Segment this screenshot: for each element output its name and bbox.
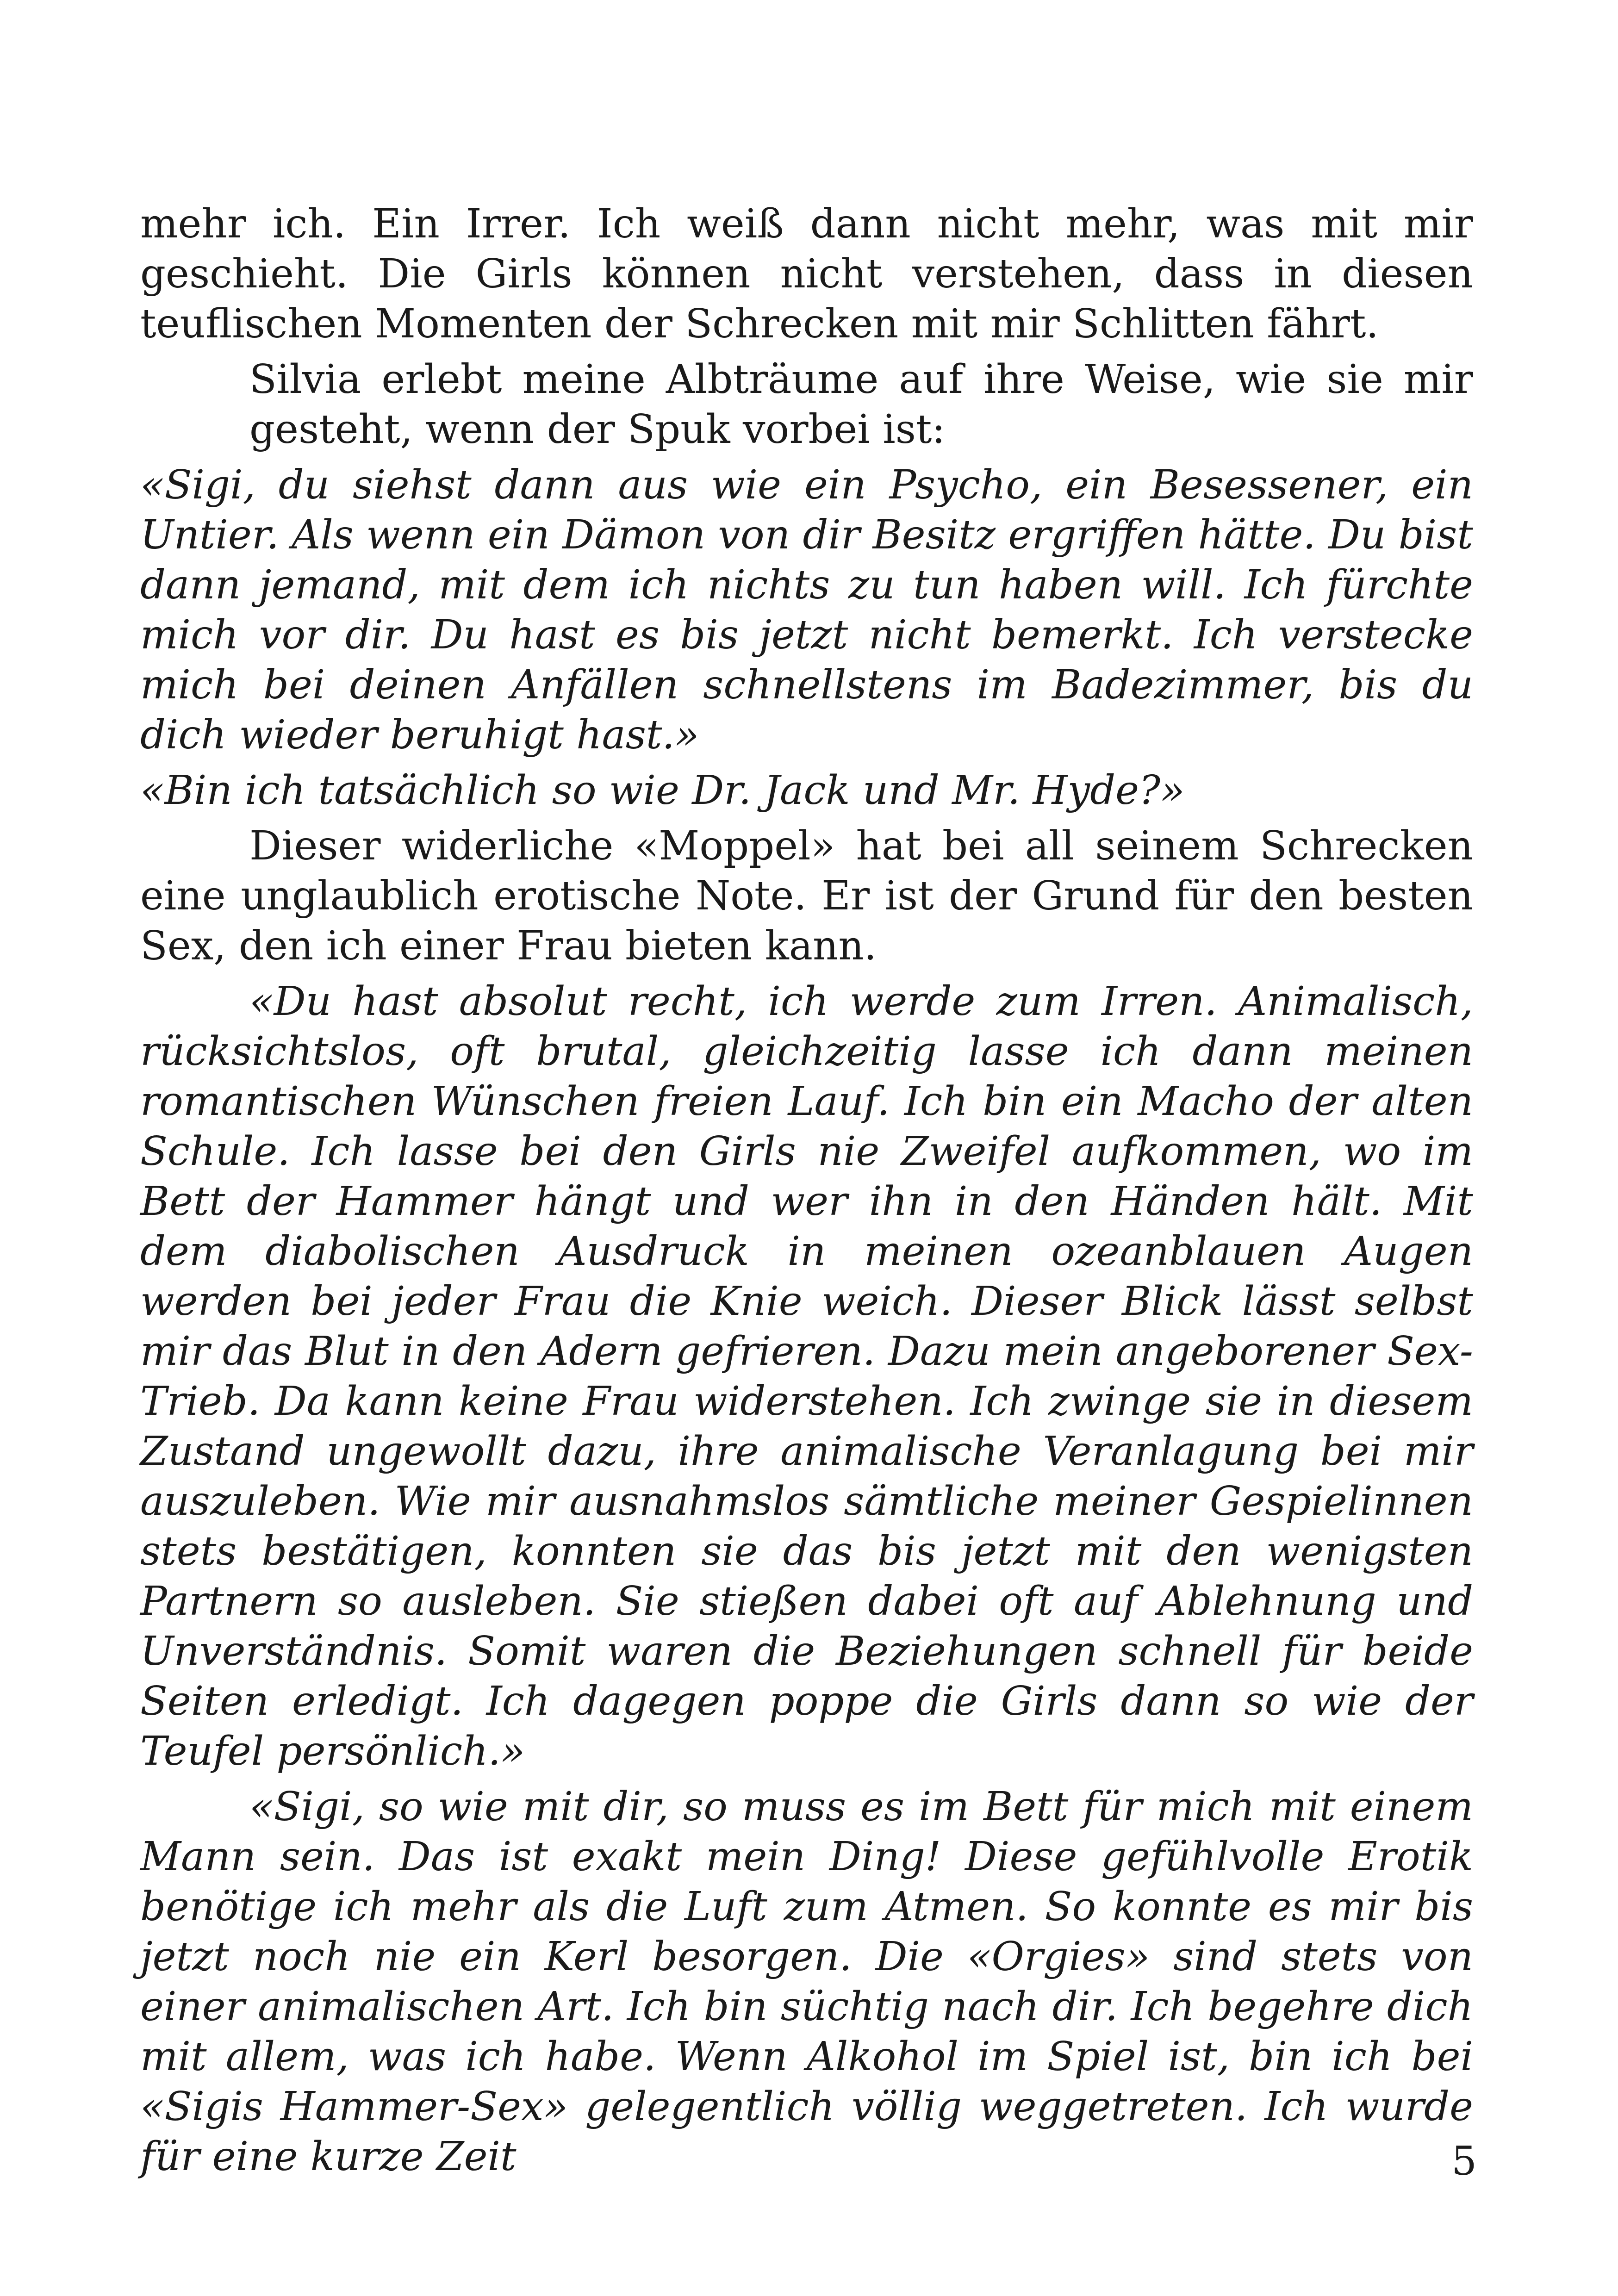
page-body bbox=[140, 199, 1473, 2182]
page-number: 5 bbox=[1451, 2138, 1477, 2184]
paragraph: Dieser widerliche «Moppel» hat bei all seinem Schrecken eine unglaublich erotische Note. Er ist der Grund für den besten Sex, den ich einer Frau bieten kann. bbox=[140, 823, 1473, 969]
paragraph: mehr ich. Ein Irrer. Ich weiß dann nicht mehr, was mit mir geschieht. Die Girls können nicht verstehen, dass in diesen teuflischen Momenten der Schrecken mit mir Schlitten fährt. bbox=[140, 201, 1473, 347]
quote-paragraph: «Sigi, du siehst dann aus wie ein Psycho, ein Besessener, ein Untier. Als wenn ein Dämon von dir Besitz ergriffen hätte. Du bist dann jemand, mit dem ich nichts zu tun haben will. Ich fürchte mich vor dir. Du hast es bis jetzt nicht bemerkt. Ich verstecke mich bei deinen Anfällen schnellstens im Badezimmer, bis du dich wieder beruhigt hast.» bbox=[140, 462, 1473, 758]
quote-paragraph: «Sigi, so wie mit dir, so muss es im Bett für mich mit einem Mann sein. Das ist exakt mein Ding! Diese gefühlvolle Erotik benötige ich mehr als die Luft zum Atmen. So konnte es mir bis jetzt noch nie ein Kerl besorgen. Die «Orgies» sind stets von einer animalischen Art. Ich bin süchtig nach dir. Ich begehre dich mit allem, was ich habe. Wenn Alkohol im Spiel ist, bin ich bei «Sigis Hammer-Sex» gelegentlich völlig weggetreten. Ich wurde für eine kurze Zeit bbox=[140, 1784, 1473, 2180]
quote-paragraph: «Du hast absolut recht, ich werde zum Irren. Animalisch, rücksichtslos, oft brutal, gleichzeitig lasse ich dann meinen romantischen Wünschen freien Lauf. Ich bin ein Macho der alten Schule. Ich lasse bei den Girls nie Zweifel aufkommen, wo im Bett der Hammer hängt und wer ihn in den Händen hält. Mit dem diabolischen Ausdruck in meinen ozeanblauen Augen werden bei jeder Frau die Knie weich. Dieser Blick lässt selbst mir das Blut in den Adern gefrieren. Dazu mein angeborener Sex-Trieb. Da kann keine Frau widerstehen. Ich zwinge sie in diesem Zustand ungewollt dazu, ihre animalische Veranlagung bei mir auszuleben. Wie mir ausnahmslos sämtliche meiner Gespielinnen stets bestätigen, konnten sie das bis jetzt mit den wenigsten Partnern so ausleben. Sie stießen dabei oft auf Ablehnung und Unverständnis. Somit waren die Beziehungen schnell für beide Seiten erledigt. Ich dagegen poppe die Girls dann so wie der Teufel persönlich.» bbox=[140, 978, 1473, 1774]
quote-paragraph: «Bin ich tatsächlich so wie Dr. Jack und Mr. Hyde?» bbox=[140, 767, 1185, 814]
paragraph: Silvia erlebt meine Albträume auf ihre Weise, wie sie mir gesteht, wenn der Spuk vorbei ist: bbox=[249, 356, 1473, 453]
